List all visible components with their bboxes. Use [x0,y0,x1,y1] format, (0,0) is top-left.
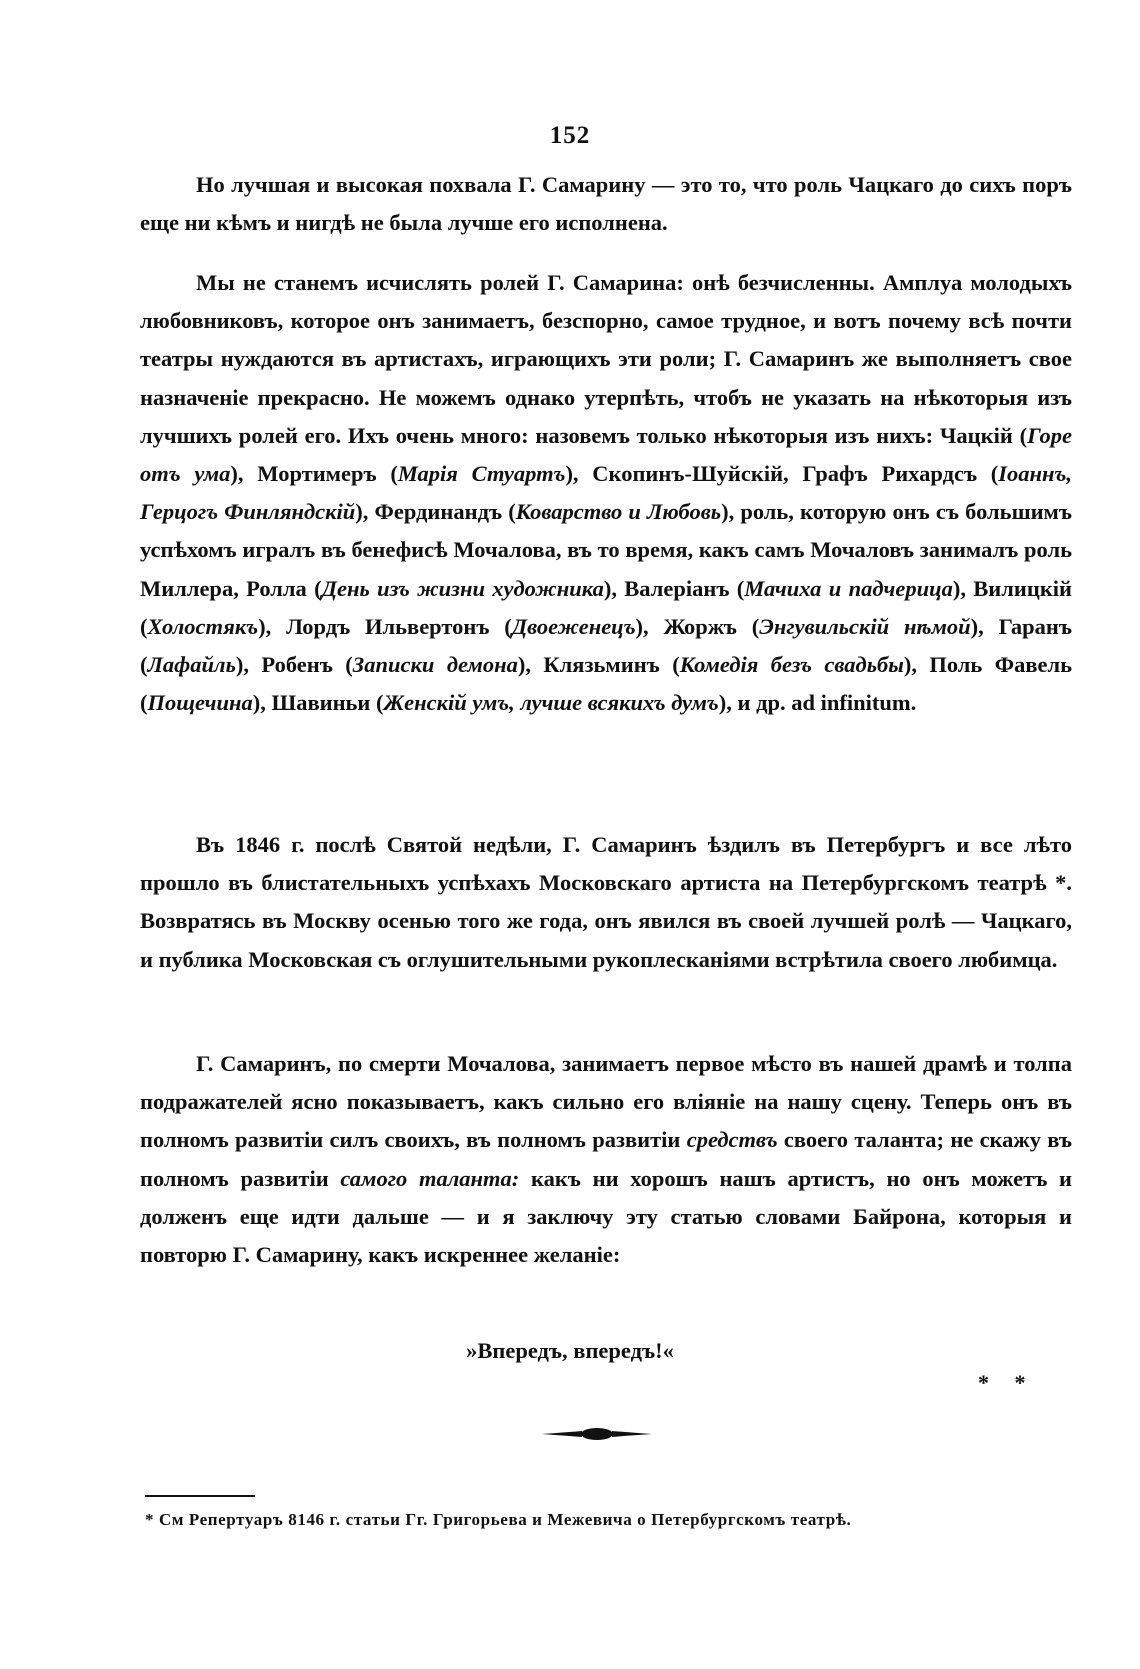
paragraph-2 [140,264,1072,722]
italic-phrase: средствъ [686,1127,778,1153]
play-title: Комедія безъ свадьбы [679,652,904,678]
paragraph-2-text: ), и др. ad infinitum. [718,690,917,716]
play-title: Іоаннъ, Герцогъ Финляндскій [140,461,1073,525]
play-title: Двоеженецъ [511,613,636,639]
play-title: Коварство и Любовь [515,499,722,525]
paragraph-4-text: какъ ни хорошъ нашъ артистъ, но онъ можетъ и долженъ еще идти дальше — и я заключу эту статью словами Байрона, которыя и повторю Г. Самарину, какъ искреннее желаніе: [140,1165,1072,1268]
play-title: Лафайль [147,652,236,678]
italic-phrase: самого таланта: [340,1165,520,1191]
play-title: Холостякъ [147,613,259,639]
play-title: Женскій умъ, лучше всякихъ думъ [383,690,719,716]
play-title: Записки демона [352,652,518,678]
paragraph-4-text: своего таланта; не скажу въ полномъ развитіи [140,1127,1072,1191]
paragraph-2-text: ), Робенъ ( [235,652,353,678]
paragraph-4 [140,1045,1072,1274]
paragraph-2-text: ), Фердинандъ ( [355,499,516,525]
paragraph-3-text: Въ 1846 г. послѣ Святой недѣли, Г. Самаринъ ѣздилъ въ Петербургъ и все лѣто прошло въ блистательныхъ успѣхахъ Московскаго артиста на Петербургскомъ театрѣ *. Возвратясь въ Москву осенью того же года, онъ явился въ своей лучшей ролѣ — Чацкаго, и публика Московская съ оглушительными рукоплесканіями встрѣтила своего любимца. [140,832,1072,972]
paragraph-3 [140,826,1072,979]
play-title: День изъ жизни художника [321,575,604,601]
play-title: Мачиха и падчерица [744,575,953,601]
paragraph-2-text: ), Гаранъ ( [140,613,1072,678]
paragraph-2-text: ), роль, которую онъ съ большимъ успѣхомъ игралъ въ бенефисѣ Мочалова, въ то время, какъ самъ Мочаловъ занималъ роль Миллера, Ролла ( [140,499,1072,601]
play-title: Энгувильскій нѣмой [759,613,971,639]
paragraph-2-text: ), Валеріанъ ( [603,575,745,601]
play-title: Горе отъ ума [140,422,1072,487]
asterism-mark: * * [978,1370,1036,1395]
footnote-separator [145,1495,255,1497]
page-number: 152 [549,122,591,149]
play-title: Марія Стуартъ [397,461,566,487]
play-title: Пощечина [147,690,253,716]
ornament-divider-icon [542,1426,652,1442]
paragraph-2-text: Мы не станемъ исчислять ролей Г. Самарина: онѣ безчисленны. Амплуа молодыхъ любовниковъ, которое онъ занимаетъ, безспорно, самое трудное, и вотъ почему всѣ почти театры нуждаются въ артистахъ, играющихъ эти роли; Г. Самаринъ же выполняетъ свое назначеніе прекрасно. Не можемъ однако утерпѣть, чтобъ не указать на нѣкоторыя изъ лучшихъ ролей его. Ихъ очень много: назовемъ только нѣкоторыя изъ нихъ: Чацкій ( [140,270,1072,448]
paragraph-1 [140,166,1072,242]
paragraph-2-text: ), Вилицкій ( [140,575,1073,639]
paragraph-4-text: Г. Самаринъ, по смерти Мочалова, занимаетъ первое мѣсто въ нашей драмѣ и толпа подражателей ясно показываетъ, какъ сильно его вліяніе на нашу сцену. Теперь онъ въ полномъ развитіи силъ своихъ, въ полномъ развитіи [140,1051,1072,1153]
paragraph-1-text: Но лучшая и высокая похвала Г. Самарину — это то, что роль Чацкаго до сихъ поръ еще ни кѣмъ и нигдѣ не была лучше его исполнена. [140,172,1072,236]
paragraph-2-text: ), Скопинъ-Шуйскій, Графъ Рихардсъ ( [565,461,999,487]
paragraph-2-text: ), Поль Фавель ( [140,652,1072,716]
paragraph-2-text: ), Лордъ Ильвертонъ ( [258,613,512,639]
paragraph-2-text: ), Мортимеръ ( [230,461,398,487]
paragraph-2-text: ), Клязьминъ ( [517,652,680,678]
footnote: * См Репертуаръ 8146 г. статьи Гг. Григорьева и Межевича о Петербургскомъ театрѣ. [145,1510,852,1529]
paragraph-2-text: ), Жоржъ ( [635,613,760,639]
closing-motto: »Впередъ, впередъ!« [466,1338,674,1363]
paragraph-2-text: ), Шавиньи ( [252,690,384,716]
